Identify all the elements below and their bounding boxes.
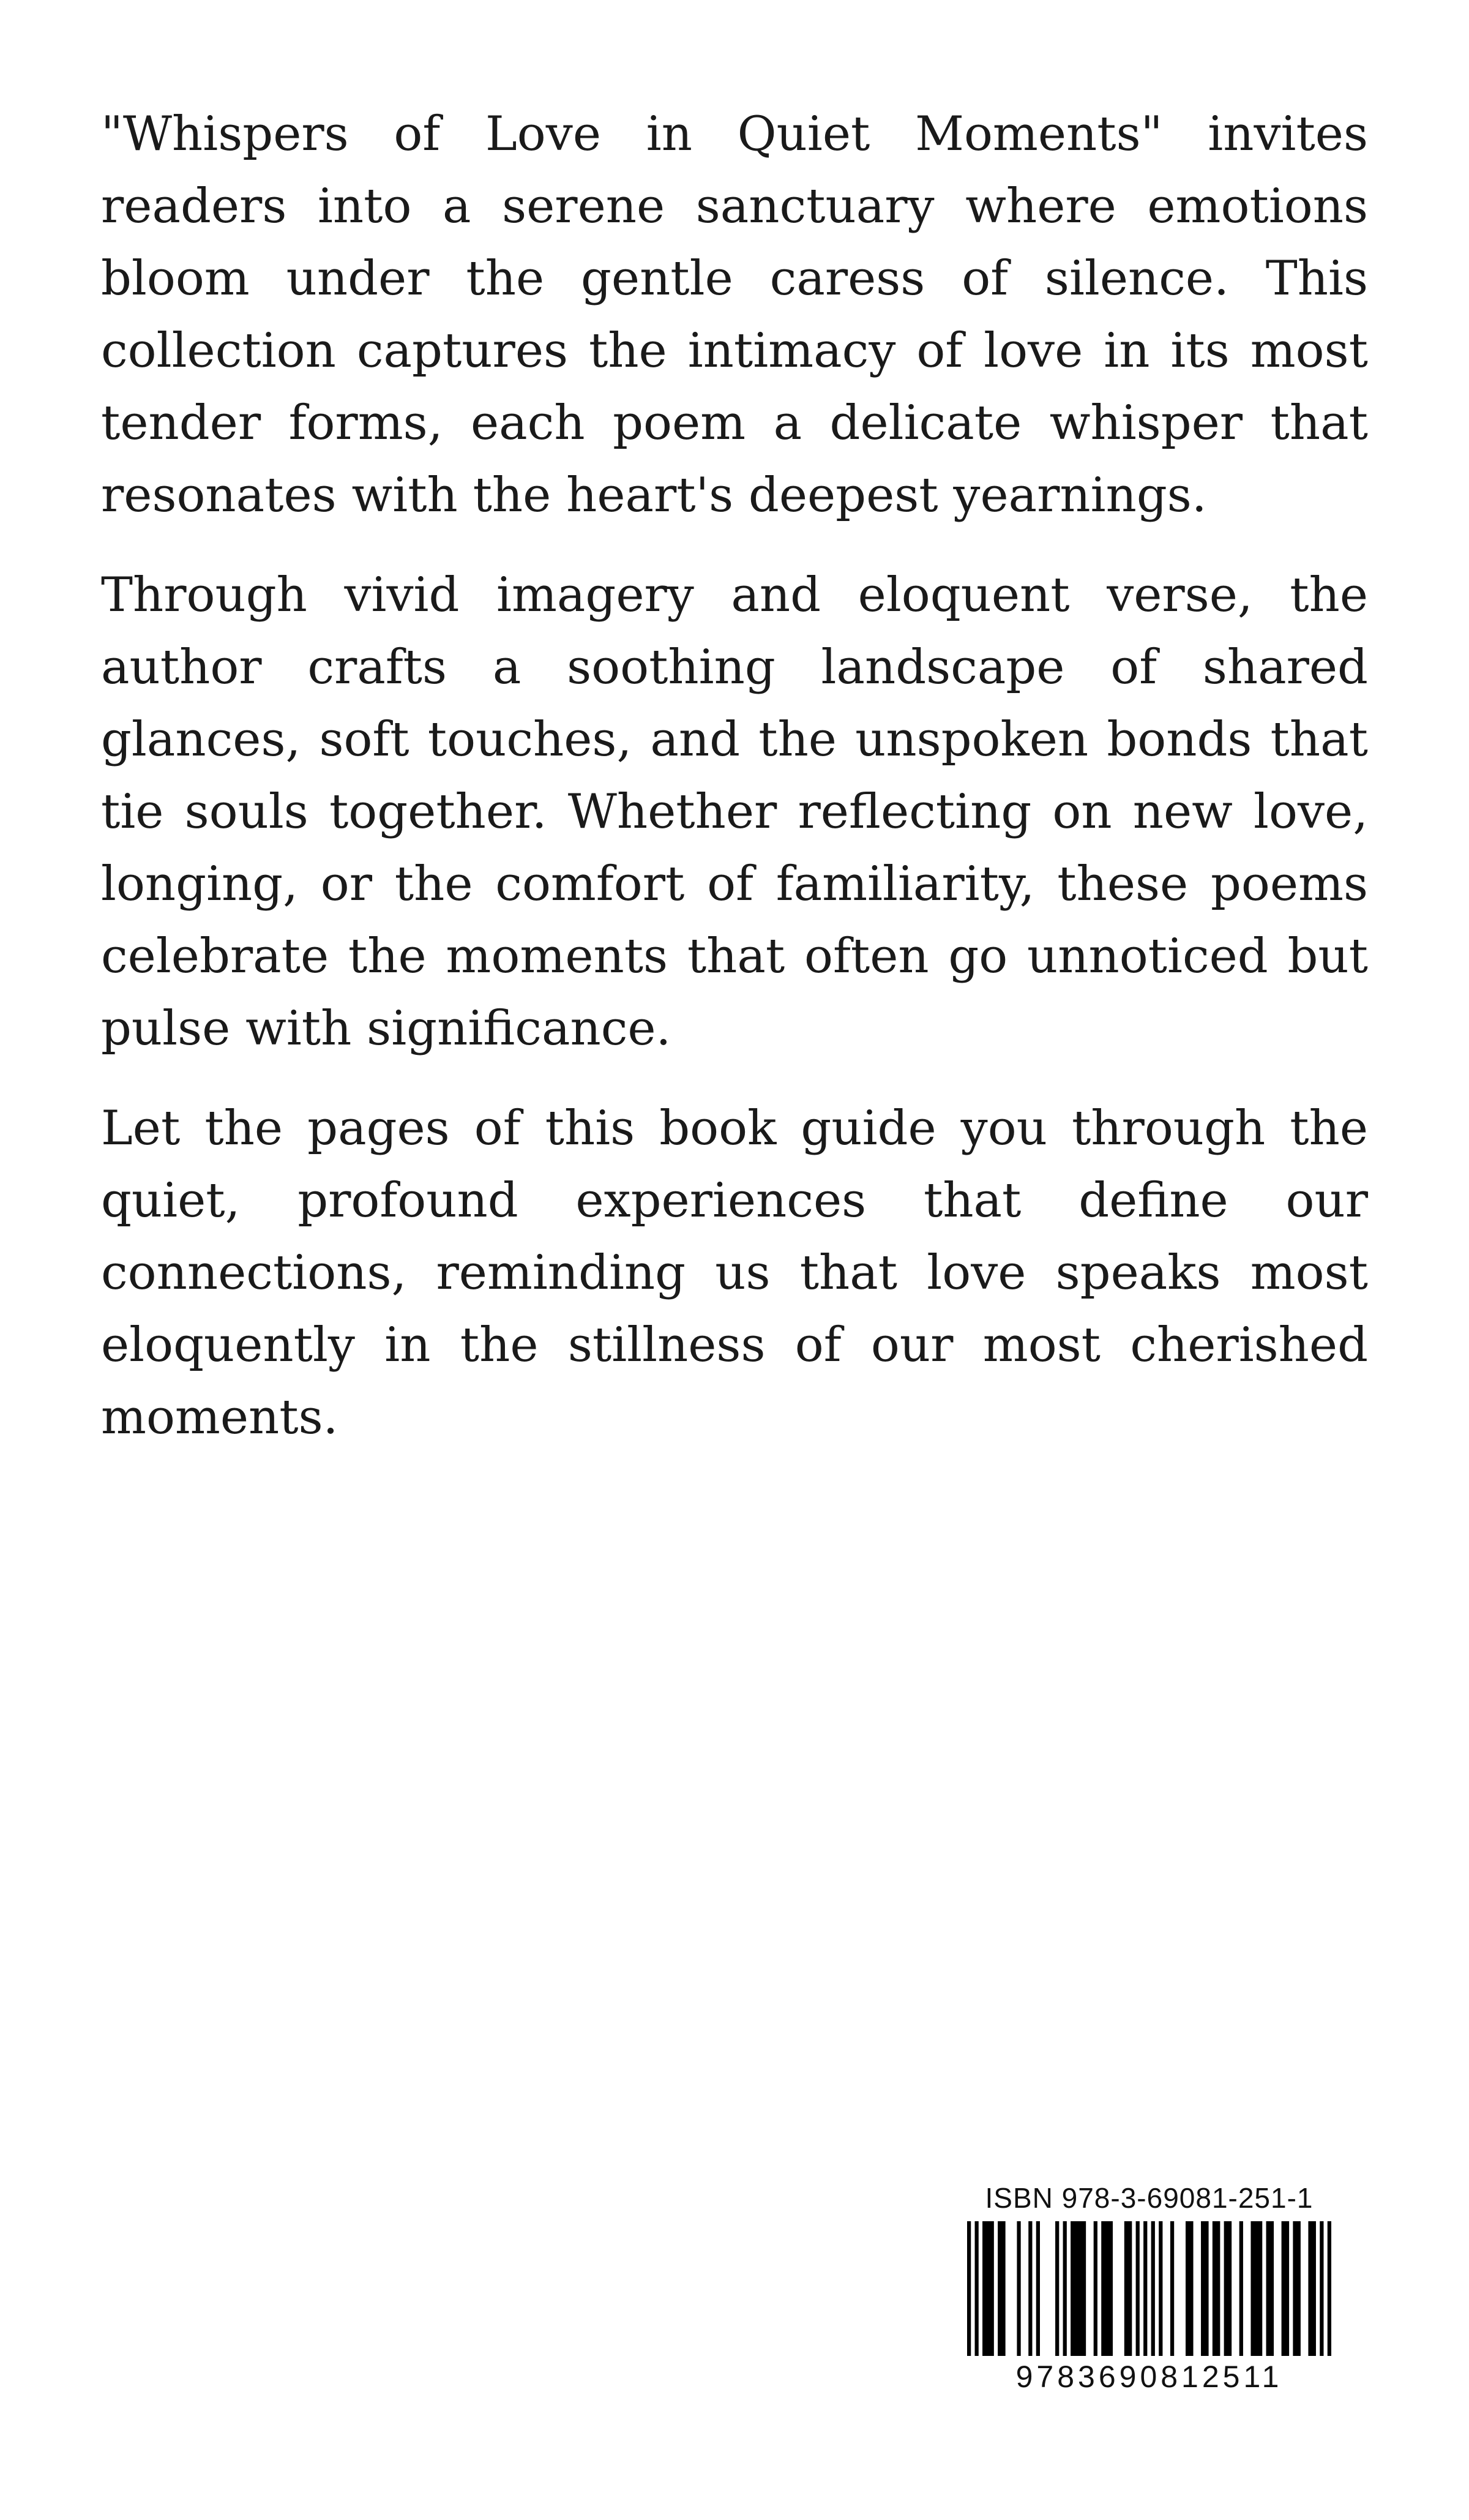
barcode-bar — [975, 2221, 979, 2356]
barcode-bar — [967, 2221, 971, 2356]
barcode-bar — [1282, 2221, 1290, 2356]
barcode-bar — [1094, 2221, 1097, 2356]
barcode-bar — [1266, 2221, 1274, 2356]
barcode-bar — [1055, 2221, 1059, 2356]
barcode-bar — [1101, 2221, 1113, 2356]
barcode-bar — [1159, 2221, 1162, 2356]
barcode-digits: 9783690812511 — [1015, 2360, 1283, 2394]
blurb-paragraph-1: "Whispers of Love in Quiet Moments" invites readers into a serene sanctuary where emotions bloom under the gentle caress of silence. This collection captures the intimacy of love in its most tender forms, each poem a delicate whisper that resonates with the heart's deepest yearnings. — [101, 107, 1368, 523]
barcode-bar — [1186, 2221, 1194, 2356]
barcode-bar — [1328, 2221, 1331, 2356]
barcode-bar — [1136, 2221, 1140, 2356]
barcode-bar — [1124, 2221, 1132, 2356]
barcode-bar — [1143, 2221, 1147, 2356]
barcode-bar — [998, 2221, 1006, 2356]
barcode-bar — [1151, 2221, 1155, 2356]
barcode-bar — [1170, 2221, 1174, 2356]
blurb-text — [101, 98, 1368, 1481]
barcode-bar — [1017, 2221, 1020, 2356]
barcode-bar — [1028, 2221, 1032, 2356]
barcode-bar — [1224, 2221, 1232, 2356]
blurb-paragraph-2: Through vivid imagery and eloquent verse, the author crafts a soothing landscape of shared glances, soft touches, and the unspoken bonds that tie souls together. Whether reflecting on new love, longing, or the comfort of familiarity, these poems celebrate the moments that often go unnoticed but pulse with significance. — [101, 568, 1368, 1056]
barcode-bar — [1201, 2221, 1209, 2356]
barcode-bar — [1063, 2221, 1067, 2356]
barcode-bar — [1308, 2221, 1316, 2356]
barcode-bar — [1250, 2221, 1262, 2356]
barcode-bar — [1239, 2221, 1243, 2356]
barcode-bar — [1213, 2221, 1220, 2356]
isbn-barcode-block — [967, 2180, 1331, 2400]
barcode-bar — [1320, 2221, 1323, 2356]
barcode-bar — [1071, 2221, 1086, 2356]
barcode-bar — [982, 2221, 994, 2356]
barcode-image — [967, 2221, 1331, 2356]
isbn-label: ISBN 978-3-69081-251-1 — [985, 2182, 1314, 2214]
barcode-bar — [1036, 2221, 1040, 2356]
barcode-bar — [1293, 2221, 1301, 2356]
blurb-paragraph-3: Let the pages of this book guide you through the quiet, profound experiences that define our connections, reminding us that love speaks most eloquently in the stillness of our most cherished moments. — [101, 1101, 1368, 1445]
